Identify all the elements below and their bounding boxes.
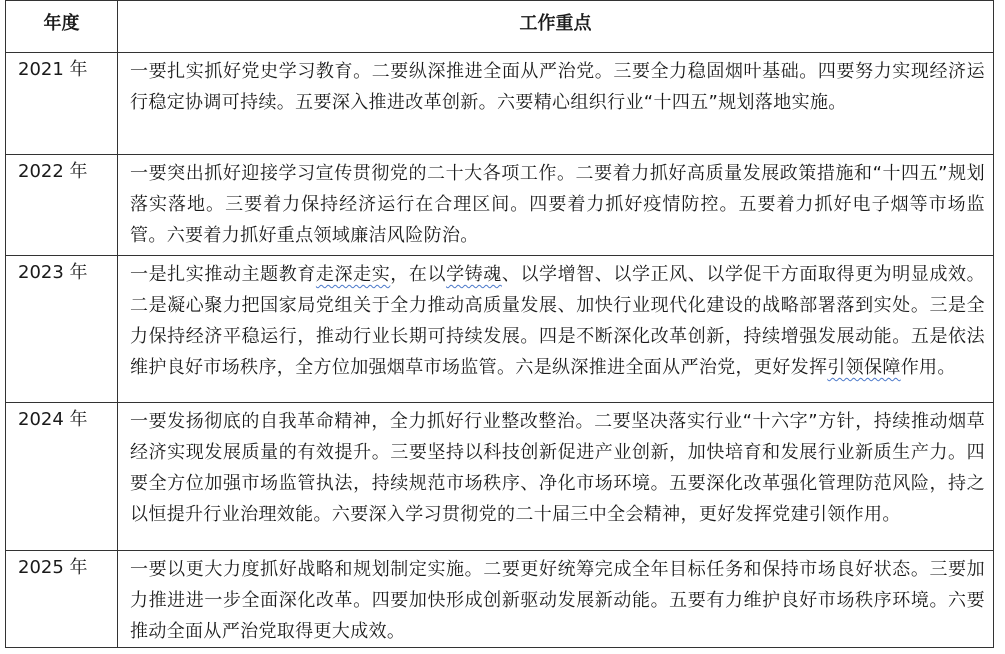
year-cell: 2022 年: [6, 155, 118, 256]
focus-cell: [118, 256, 994, 403]
header-focus: 工作重点: [118, 1, 994, 53]
table-row: [6, 53, 994, 155]
header-year: 年度: [6, 1, 118, 53]
focus-cell: 一要突出抓好迎接学习宣传贯彻党的二十大各项工作。二要着力抓好高质量发展政策措施和“十四五”规划落实落地。三要着力保持经济运行在合理区间。四要着力抓好疫情防控。五要着力抓好电子烟等市场监管。六要着力抓好重点领域廉洁风险防治。: [118, 155, 994, 256]
flagged-phrase: 走深走实: [315, 264, 391, 285]
focus-text-segment: 一是扎实推动主题教育: [130, 264, 316, 285]
table-row: [6, 551, 994, 648]
flagged-phrase: 学铸魂: [446, 264, 502, 285]
year-cell: 2023 年: [6, 256, 118, 403]
year-cell: 2024 年: [6, 403, 118, 551]
table-row: [6, 256, 994, 403]
focus-text-segment: 、以学增智、以学正风、以学促干方面取得更为明显成效。二是凝心聚力把国家局党组关于全力推动高质量发展、加快行业现代化建设的战略部署落到实处。三是全力保持经济平稳运行，推动行业长期可持续发展。四是不断深化改革创新，持续增强发展动能。五是依法维护良好市场秩序，全方位加强烟草市场监管。六是纵深推进全面从严治党，更好发挥: [130, 264, 985, 378]
table-row: [6, 403, 994, 551]
year-cell: 2025 年: [6, 551, 118, 648]
flagged-phrase: 引领保障: [827, 357, 901, 378]
focus-cell: 一要扎实抓好党史学习教育。二要纵深推进全面从严治党。三要全力稳固烟叶基础。四要努力实现经济运行稳定协调可持续。五要深入推进改革创新。六要精心组织行业“十四五”规划落地实施。: [118, 53, 994, 155]
focus-text-segment: 作用。: [900, 357, 956, 378]
table-header-row: [6, 1, 994, 53]
focus-cell: 一要发扬彻底的自我革命精神，全力抓好行业整改整治。二要坚决落实行业“十六字”方针，持续推动烟草经济实现发展质量的有效提升。三要坚持以科技创新促进产业创新，加快培育和发展行业新质生产力。四要全方位加强市场监管执法，持续规范市场秩序、净化市场环境。五要深化改革强化管理防范风险，持之以恒提升行业治理效能。六要深入学习贯彻党的二十届三中全会精神，更好发挥党建引领作用。: [118, 403, 994, 551]
work-focus-table: [5, 0, 994, 648]
focus-cell: 一要以更大力度抓好战略和规划制定实施。二要更好统筹完成全年目标任务和保持市场良好状态。三要加力推进进一步全面深化改革。四要加快形成创新驱动发展新动能。五要有力维护良好市场秩序环境。六要推动全面从严治党取得更大成效。: [118, 551, 994, 648]
focus-text-segment: ，在以: [390, 264, 447, 285]
table-row: [6, 155, 994, 256]
year-cell: 2021 年: [6, 53, 118, 155]
